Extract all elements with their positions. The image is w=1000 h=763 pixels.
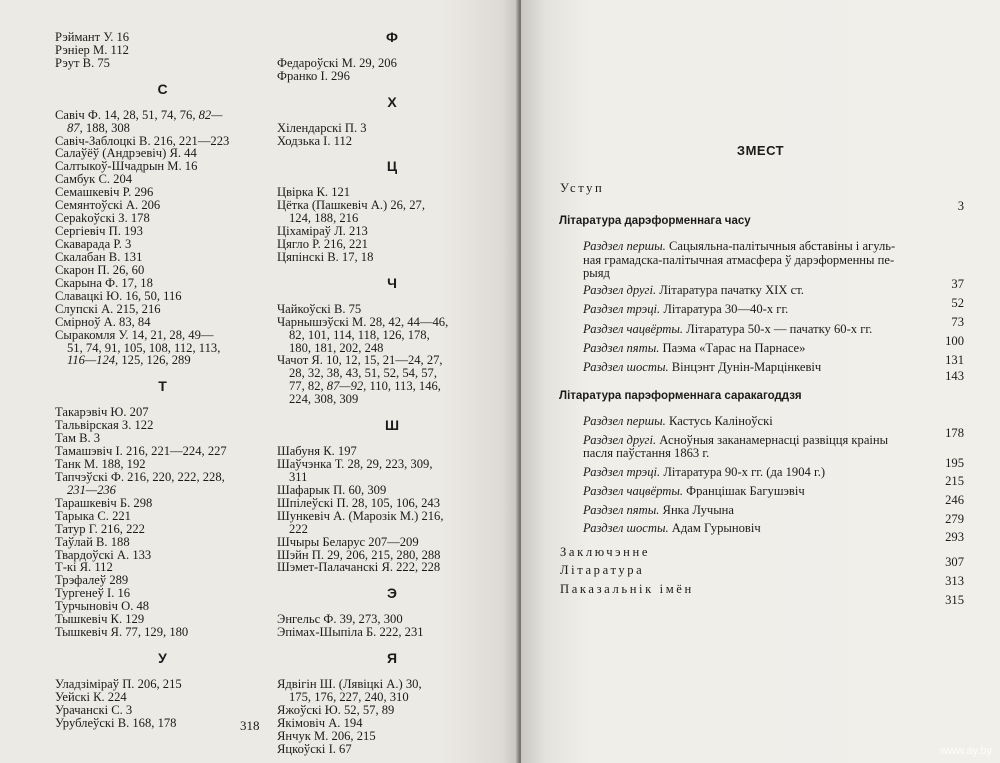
entry-text: Танк М. 188, 192 (55, 456, 146, 471)
chapter-label: Раздзел пяты. (583, 341, 660, 355)
entry-text: Рэніер М. 112 (55, 42, 129, 57)
index-entry (277, 458, 507, 471)
letter-heading: Ш (384, 417, 400, 434)
toc-chapter (583, 503, 734, 518)
letter-heading: Э (387, 585, 397, 602)
chapter-label: Раздзел першы. (583, 239, 666, 253)
entry-text: Шчыры Беларус 207—209 (277, 534, 419, 549)
chapter-label: Раздзел чацвёрты. (583, 484, 684, 498)
entry-text: Яжоўскі Ю. 52, 57, 89 (277, 702, 395, 717)
index-entry (277, 393, 507, 406)
entry-text: Скаварада Р. 3 (55, 237, 132, 251)
toc-chapter (583, 465, 825, 480)
chapter-title: Аснoўныя заканамернасці развіцця краіны (656, 433, 889, 447)
entry-text: Рэймант У. 16 (55, 30, 130, 44)
toc-chapter (583, 484, 805, 499)
chapter-title: Літаратура 90-х гг. (да 1904 г.) (660, 465, 826, 479)
toc-chapter (583, 322, 872, 337)
entry-text: , 188, 308 (79, 120, 130, 135)
entry-text: Т-кі Я. 112 (55, 560, 113, 575)
toc-page-number: 307 (945, 555, 964, 569)
index-entry (277, 743, 507, 756)
entry-text: Шэмет-Палачанскі Я. 222, 228 (277, 560, 441, 575)
entry-text: Трэфалеў 289 (55, 573, 129, 588)
toc-page-number: 195 (945, 456, 964, 470)
entry-text: Рэут В. 75 (55, 55, 110, 70)
toc-entry: Заключэнне (560, 545, 651, 559)
entry-text: 175, 176, 227, 240, 310 (289, 689, 409, 704)
entry-text: 110, 113, 146, (366, 379, 441, 394)
page-number: 318 (240, 718, 260, 733)
entry-text: Такарэвіч Ю. 207 (55, 405, 149, 420)
toc-chapter (583, 341, 805, 356)
chapter-title: Францішак Багушэвіч (683, 484, 805, 498)
entry-text: Шункевіч А. (Марозік М.) 216, (277, 508, 444, 523)
chapter-title: Літаратура пачатку XIX ст. (656, 283, 804, 297)
letter-heading: Ф (386, 29, 398, 45)
entry-text: Чачот Я. 10, 12, 15, 21—24, 27, (277, 353, 443, 368)
index-entry (277, 626, 507, 639)
chapter-title: Сацыяльна-палітычныя абставіны і агуль- (665, 239, 896, 253)
entry-text: Савіч-Заблоцкі В. 216, 221—223 (55, 133, 230, 148)
table-of-contents (521, 0, 1000, 763)
entry-text: Турчыновіч О. 48 (55, 599, 150, 614)
entry-text: Чайкоўскі В. 75 (277, 301, 362, 316)
letter-heading: Т (158, 378, 167, 395)
index-entry (277, 70, 507, 83)
chapter-label: Раздзел трэці. (583, 302, 661, 316)
entry-text: Шэйн П. 29, 206, 215, 280, 288 (277, 547, 441, 562)
toc-page-number: 293 (945, 530, 964, 544)
index-entry (277, 135, 507, 148)
entry-text: Скарон П. 26, 60 (55, 262, 145, 277)
entry-text: Чарнышэўскі М. 28, 42, 44—46, (277, 314, 449, 329)
entry-text-italic: 82— (198, 107, 223, 122)
letter-heading: У (158, 650, 167, 666)
letter-heading: Х (387, 93, 397, 110)
chapter-title: Адам Гурыновіч (668, 521, 761, 535)
entry-text: Савіч Ф. 14, 28, 51, 74, 76, (55, 107, 199, 122)
entry-text: 77, 82, (289, 379, 327, 394)
toc-page-number: 131 (945, 353, 964, 367)
entry-text: Шабуня К. 197 (277, 444, 357, 458)
chapter-label: Раздзел першы. (583, 414, 666, 428)
entry-text: Хілендарскі П. 3 (277, 120, 367, 135)
entry-text: Федароўскі М. 29, 206 (277, 55, 397, 70)
entry-text: Ціхаміраў Л. 213 (277, 224, 368, 239)
entry-text: Смірноў А. 83, 84 (55, 314, 151, 329)
right-page (521, 0, 1000, 763)
toc-page-number: 143 (945, 369, 964, 383)
entry-text: Тальвірская З. 122 (55, 418, 154, 433)
toc-page-number: 279 (945, 512, 964, 526)
entry-text: Тышкевіч Я. 77, 129, 180 (55, 625, 189, 640)
entry-text: Ходзька І. 112 (277, 133, 353, 148)
toc-section-heading: Літаратура дарэформеннага часу (559, 215, 751, 227)
entry-text: 28, 32, 38, 43, 51, 52, 54, 57, (289, 366, 437, 381)
chapter-label: Раздзел другі. (583, 433, 657, 447)
index-entry (55, 717, 270, 730)
index-entry (277, 251, 507, 264)
entry-text: Цяпінскі В. 17, 18 (277, 249, 374, 264)
entry-text: Славацкі Ю. 16, 50, 116 (55, 288, 182, 303)
index-column-1 (55, 31, 270, 730)
entry-text: 124, 188, 216 (289, 211, 359, 226)
entry-text: Урачанскі С. 3 (55, 702, 133, 717)
entry-text: Сераkоўскі З. 178 (55, 211, 150, 226)
toc-page-number: 3 (957, 199, 964, 213)
letter-heading: Ч (387, 274, 397, 291)
toc-entry: Паказальнік імён (560, 582, 694, 596)
index-entry (55, 626, 270, 639)
entry-text: Там В. 3 (55, 431, 101, 446)
chapter-label: Раздзел пяты. (583, 503, 660, 517)
entry-text: 51, 74, 91, 105, 108, 112, 113, (67, 340, 221, 355)
toc-page-number: 178 (945, 426, 964, 440)
entry-text-italic: 87—92, (326, 379, 367, 394)
entry-text: Эпімах-Шыпіла Б. 222, 231 (277, 625, 424, 640)
entry-text: Скарына Ф. 17, 18 (55, 275, 153, 290)
entry-text: Тарыка С. 221 (55, 508, 131, 523)
toc-page-number: 52 (951, 296, 964, 310)
chapter-label: Раздзел шосты. (583, 360, 669, 374)
chapter-title: Вінцэнт Дунін-Марцінкевіч (668, 360, 822, 374)
contents-title: ЗМЕСТ (736, 143, 785, 158)
index-entry (277, 510, 507, 523)
entry-text: Энгельс Ф. 39, 273, 300 (277, 612, 403, 627)
entry-text: 222 (289, 521, 308, 536)
chapter-label: Раздзел шосты. (583, 521, 669, 535)
entry-text: 82, 101, 114, 118, 126, 178, (289, 327, 430, 342)
toc-page-number: 215 (945, 474, 964, 488)
toc-chapter (583, 360, 821, 375)
chapter-title: Кастусь Каліноўскі (665, 414, 773, 428)
index-column-2 (277, 31, 507, 756)
entry-text: Твардоўскі А. 133 (55, 547, 152, 562)
entry-text: Тышкевіч К. 129 (55, 612, 145, 627)
toc-chapter (583, 302, 788, 317)
entry-text: Урублеўскі В. 168, 178 (55, 715, 177, 730)
entry-text: Тарашкевіч Б. 298 (55, 495, 153, 510)
entry-text: Шаўчэнка Т. 28, 29, 223, 309, (277, 456, 433, 471)
entry-text: Семашкевіч Р. 296 (55, 185, 154, 200)
entry-text: Сергіевіч П. 193 (55, 224, 143, 239)
entry-text: Тамашэвіч І. 216, 221—224, 227 (55, 444, 227, 458)
entry-text: Янчук М. 206, 215 (277, 728, 376, 743)
chapter-title: Літаратура 30—40-х гг. (660, 302, 789, 316)
entry-text: 180, 181, 202, 248 (289, 340, 384, 355)
entry-text: Слупскі А. 215, 216 (55, 301, 161, 316)
toc-chapter (583, 239, 895, 254)
toc-page-number: 246 (945, 493, 964, 507)
toc-page-number: 313 (945, 574, 964, 588)
entry-text: Франко І. 296 (277, 68, 350, 83)
chapter-label: Раздзел другі. (583, 283, 657, 297)
entry-text: Самбук С. 204 (55, 172, 133, 187)
entry-text: Уладзіміраў П. 206, 215 (55, 676, 182, 691)
index-entry (277, 561, 507, 574)
letter-heading: Я (386, 650, 398, 666)
entry-text: Салтыкоў-Шчадрын М. 16 (55, 159, 198, 174)
chapter-title: Літаратура 50-х — пачатку 60-х гг. (683, 322, 873, 336)
entry-text: Тапчэўскі Ф. 216, 220, 222, 228, (55, 469, 225, 484)
entry-text: Семянтоўскі А. 206 (55, 198, 161, 213)
toc-page-number: 100 (945, 334, 964, 348)
entry-text: Скалабан В. 131 (55, 249, 143, 264)
entry-text: Яцкоўскі І. 67 (277, 741, 352, 756)
entry-text: Тургенеў І. 16 (55, 586, 131, 601)
toc-entry-continued: рыяд (583, 266, 610, 280)
entry-text: 311 (289, 469, 308, 484)
index-entry (55, 354, 270, 367)
watermark: www.ay.by (940, 745, 992, 757)
toc-page-number: 315 (945, 593, 964, 607)
toc-chapter (583, 414, 773, 429)
toc-entry: Уступ (560, 181, 605, 195)
entry-text: Таўлай В. 188 (55, 534, 130, 549)
entry-text-italic: 231—236 (67, 482, 116, 497)
toc-entry-continued: пасля паўстання 1863 г. (583, 446, 710, 460)
entry-text: Татур Г. 216, 222 (55, 521, 145, 536)
chapter-title: Янка Лучына (659, 503, 734, 517)
entry-text: Шафарык П. 60, 309 (277, 482, 387, 497)
toc-entry: Літаратура (560, 563, 645, 577)
entry-text: Цвірка К. 121 (277, 185, 351, 200)
toc-page-number: 73 (951, 315, 964, 329)
entry-text: Сыракомля У. 14, 21, 28, 49— (55, 327, 214, 342)
toc-entry-continued: ная грамадска-палітычная атмасфера ў дарэформенны пе- (583, 253, 895, 267)
entry-text-italic: 87 (67, 120, 80, 135)
entry-text: Цягло Р. 216, 221 (277, 237, 368, 251)
chapter-label: Раздзел трэці. (583, 465, 661, 479)
entry-text: 125, 126, 289 (118, 353, 191, 368)
entry-text: 224, 308, 309 (289, 392, 359, 407)
entry-text: Салаўёў (Андрэевіч) Я. 44 (55, 146, 197, 161)
toc-chapter (583, 283, 804, 298)
entry-text: Цётка (Пашкевіч А.) 26, 27, (277, 198, 425, 213)
letter-heading: С (157, 80, 168, 97)
entry-text: Шпілеўскі П. 28, 105, 106, 243 (277, 495, 441, 510)
entry-text: Уейскі К. 224 (55, 689, 127, 704)
entry-text-italic: 116—124, (67, 353, 119, 368)
entry-text: Ядвігін Ш. (Лявіцкі А.) 30, (277, 676, 422, 691)
toc-section-heading: Літаратура парэформеннага саракагоддзя (559, 390, 802, 402)
index-entry (55, 57, 270, 70)
chapter-title: Паэма «Тарас на Парнасе» (659, 341, 806, 355)
chapter-label: Раздзел чацвёрты. (583, 322, 684, 336)
entry-text: Якімовіч А. 194 (277, 715, 363, 730)
toc-chapter (583, 521, 761, 536)
toc-page-number: 37 (951, 277, 964, 291)
letter-heading: Ц (386, 158, 398, 175)
